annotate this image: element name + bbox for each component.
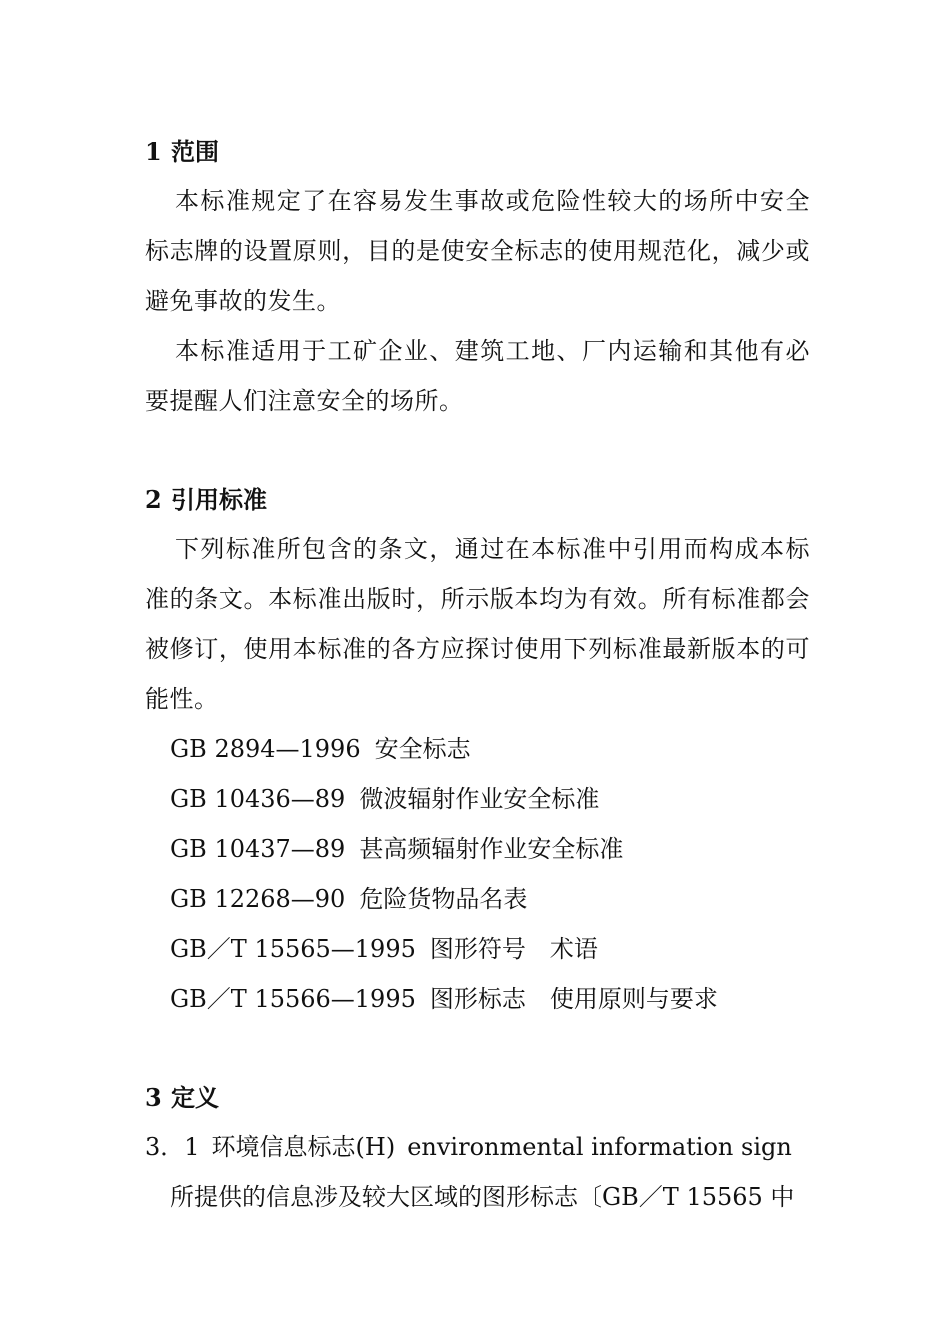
reference-code: GB 12268—90 — [170, 885, 346, 913]
section-number: 2 — [145, 485, 162, 514]
reference-item — [145, 924, 810, 974]
section-title: 引用标准 — [171, 485, 267, 514]
reference-code: GB／T 15566—1995 — [170, 985, 416, 1013]
reference-name: 甚高频辐射作业安全标准 — [359, 835, 624, 863]
section-number: 1 — [145, 137, 162, 166]
spacer — [145, 1024, 810, 1074]
reference-item — [145, 724, 810, 774]
section-title: 范围 — [171, 137, 219, 166]
reference-name: 安全标志 — [374, 735, 471, 763]
section-number: 3 — [145, 1083, 162, 1112]
term-number: 3．1 — [145, 1133, 200, 1161]
reference-code: GB 2894—1996 — [170, 735, 361, 763]
reference-item — [145, 824, 810, 874]
reference-name: 危险货物品名表 — [359, 885, 528, 913]
reference-name: 微波辐射作业安全标准 — [359, 785, 600, 813]
term-entry — [145, 1122, 810, 1172]
section-1-paragraph-2: 本标准适用于工矿企业、建筑工地、厂内运输和其他有必要提醒人们注意安全的场所。 — [145, 337, 810, 415]
section-title: 定义 — [171, 1083, 219, 1112]
section-1-paragraph-1: 本标准规定了在容易发生事故或危险性较大的场所中安全标志牌的设置原则，目的是使安全标志的使用规范化，减少或避免事故的发生。 — [145, 187, 810, 315]
section-2-paragraph: 下列标准所包含的条文，通过在本标准中引用而构成本标准的条文。本标准出版时，所示版本均为有效。所有标准都会被修订，使用本标准的各方应探讨使用下列标准最新版本的可能性。 — [145, 535, 810, 713]
reference-code: GB 10437—89 — [170, 835, 346, 863]
term-definition: 所提供的信息涉及较大区域的图形标志〔GB／T 15565 中 — [170, 1183, 795, 1211]
term-english: environmental information sign — [407, 1133, 792, 1161]
reference-code: GB／T 15565—1995 — [170, 935, 416, 963]
reference-item — [145, 874, 810, 924]
document-page — [145, 128, 810, 1222]
reference-item — [145, 774, 810, 824]
reference-name: 图形符号 术语 — [429, 935, 598, 963]
reference-item — [145, 974, 810, 1024]
spacer — [145, 426, 810, 476]
section-2-heading — [145, 476, 810, 524]
term-chinese: 环境信息标志(H) — [211, 1133, 396, 1161]
section-3-heading — [145, 1074, 810, 1122]
section-1-heading — [145, 128, 810, 176]
reference-code: GB 10436—89 — [170, 785, 346, 813]
reference-name: 图形标志 使用原则与要求 — [429, 985, 718, 1013]
